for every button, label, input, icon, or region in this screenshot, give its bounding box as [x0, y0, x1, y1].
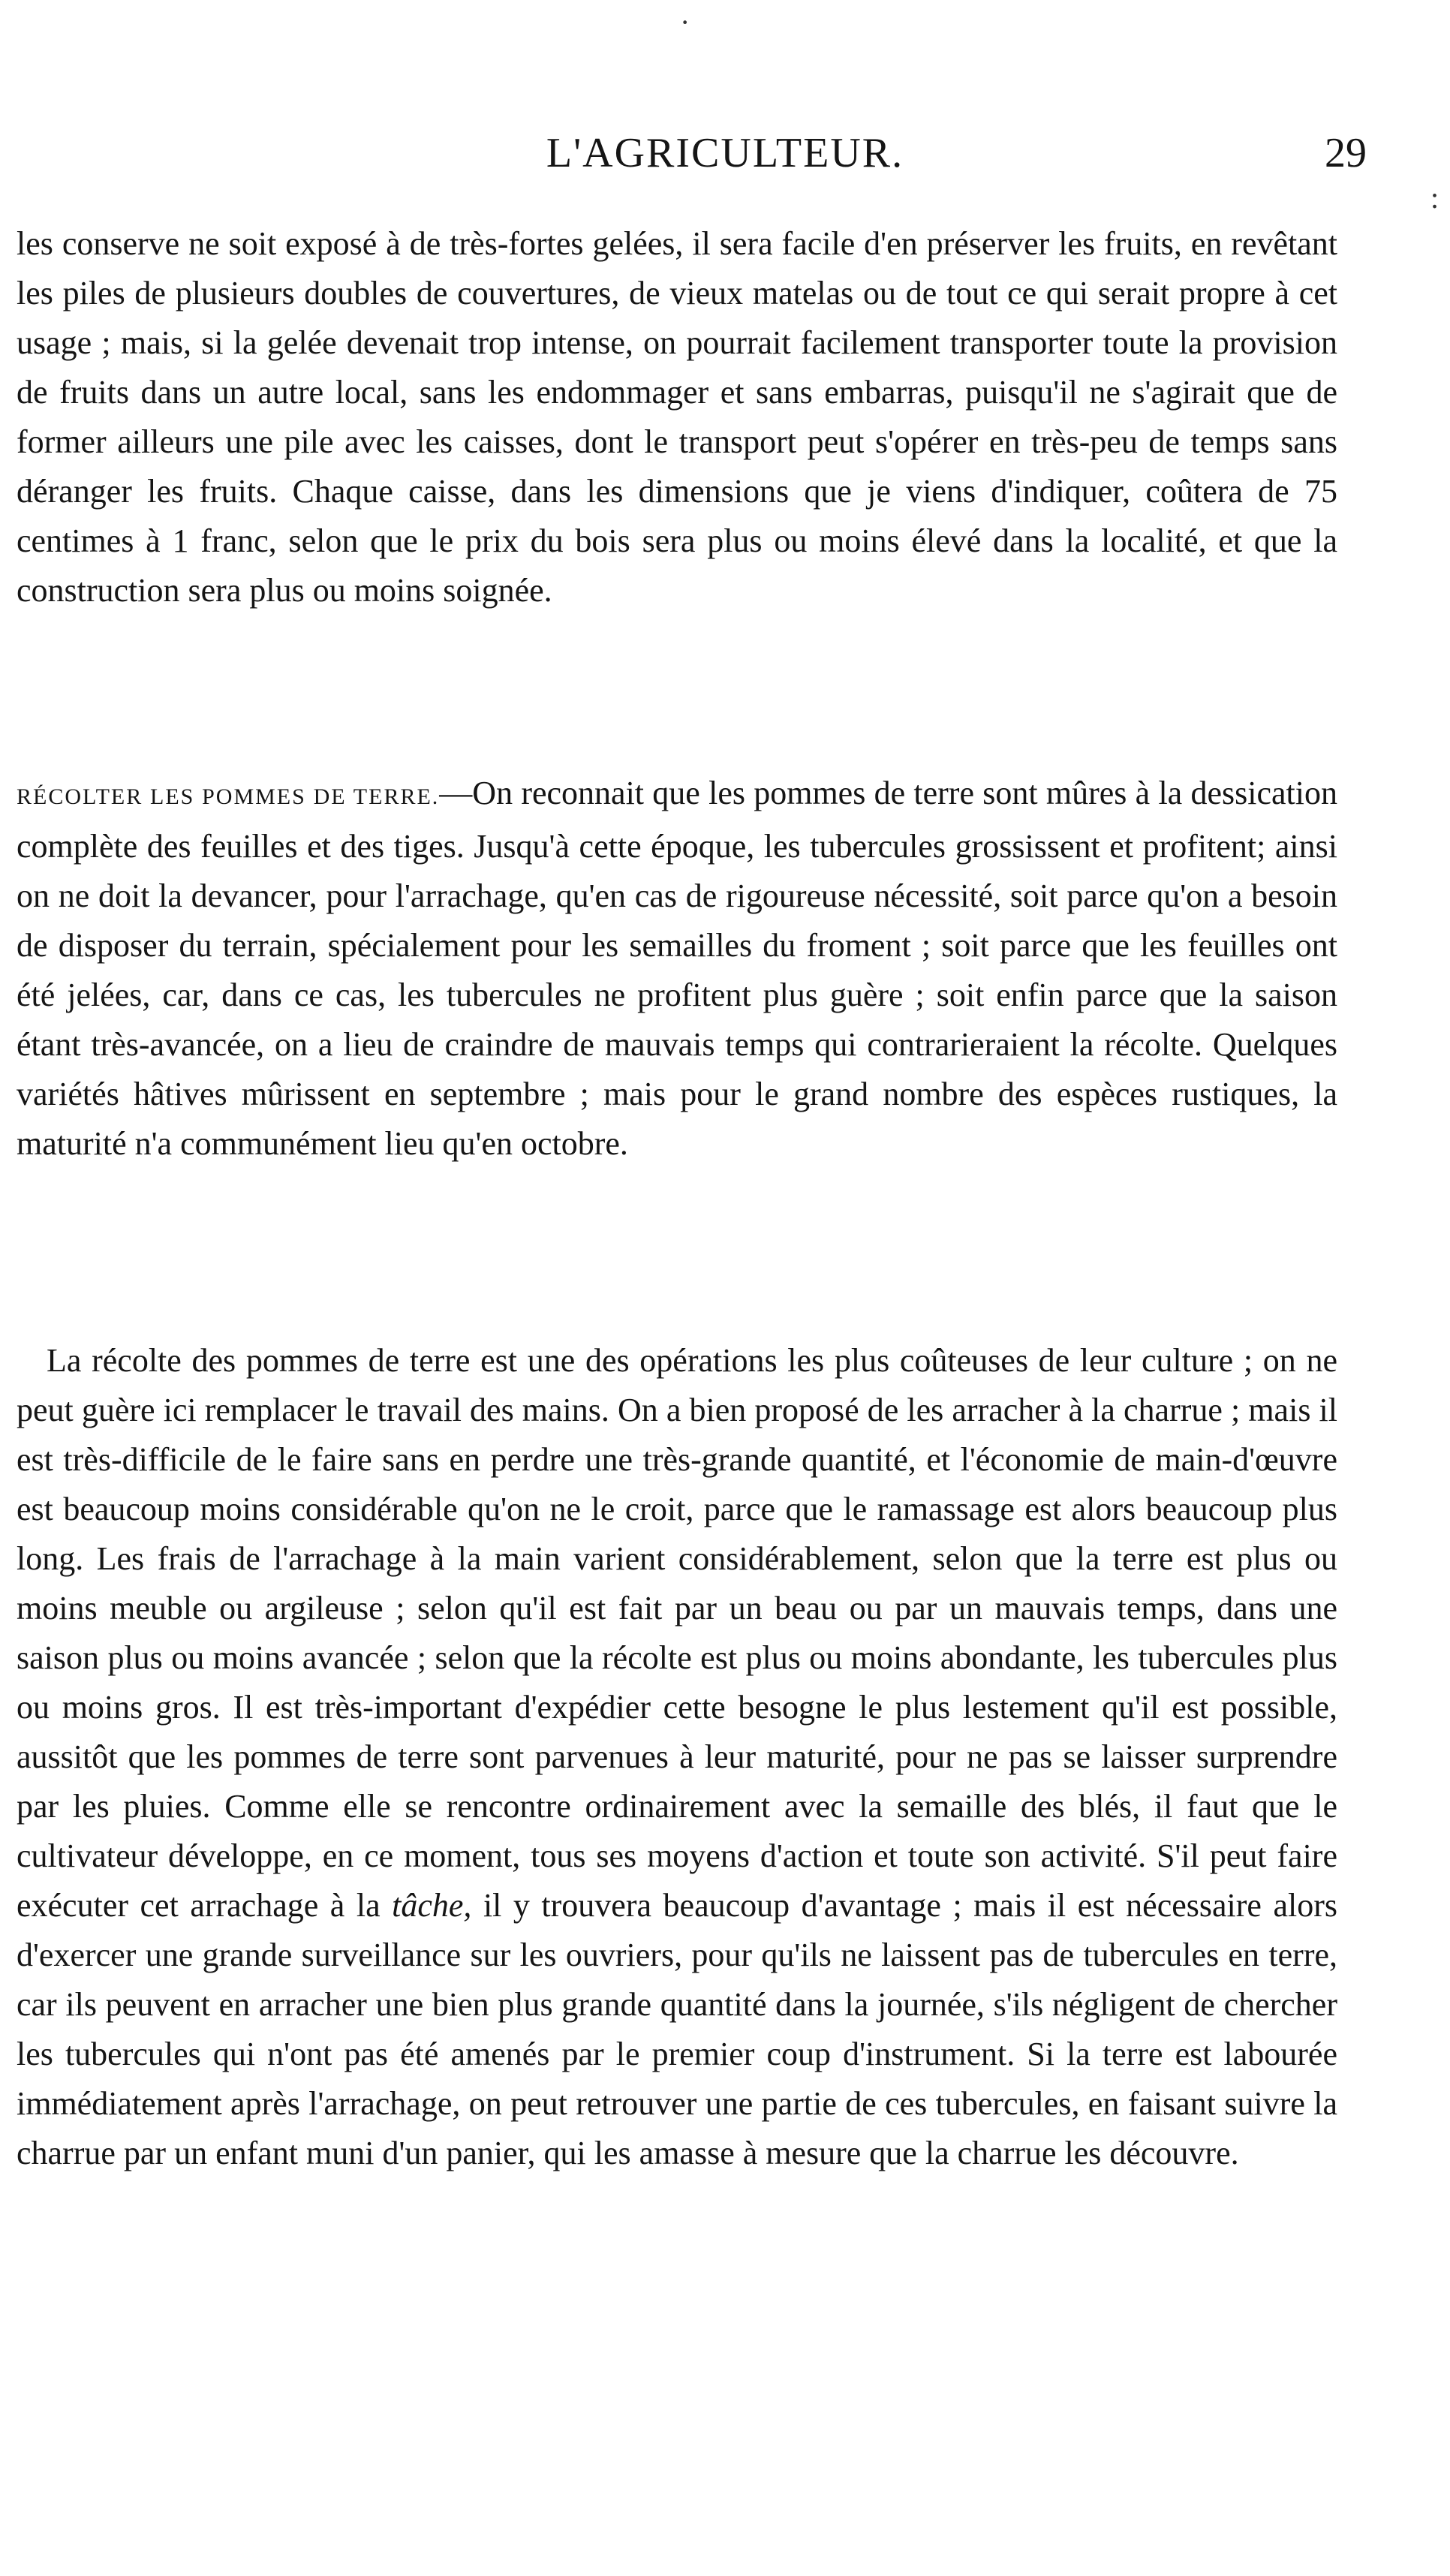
paragraph-text: les conserve ne soit exposé à de très-fortes gelées, il sera facile d'en préserver les fruits, en revêtant les piles de plusieurs doubles de couvertures, de vieux matelas ou de tout ce qui serait propre à cet usage ; mais, si la gelée devenait trop intense, on pourrait facilement transporter toute la provision de fruits dans un autre local, sans les endommager et sans embarras, puisqu'il ne s'agirait que de former ailleurs une pile avec les caisses, dont le transport peut s'opérer en très-peu de temps sans déranger les fruits. Chaque caisse, dans les dimensions que je viens d'indiquer, coûtera de 75 centimes à 1 franc, selon que le prix du bois sera plus ou moins élevé dans la localité, et que la construction sera plus ou moins soignée. [17, 225, 1337, 609]
paragraph-text: La récolte des pommes de terre est une des opérations les plus coûteuses de leur culture ; on ne peut guère ici remplacer le travail des mains. On a bien proposé de les arracher à la charrue ; mais il est très-difficile de le faire sans en perdre une très-grande quantité, et l'économie de main-d'œuvre est beaucoup moins considérable qu'on ne le croit, parce que le ramassage est alors beaucoup plus long. Les frais de l'arrachage à la main varient considérablement, selon que la terre est plus ou moins meuble ou argileuse ; selon qu'il est fait par un beau ou par un mauvais temps, dans une saison plus ou moins avancée ; selon que la récolte est plus ou moins abondante, les tubercules plus ou moins gros. Il est très-important d'expédier cette besogne le plus lestement qu'il est possible, aussitôt que les pommes de terre sont parvenues à leur maturité, pour ne pas se laisser surprendre par les pluies. Comme elle se rencontre ordinairement avec la semaille des blés, il faut que le cultivateur développe, en ce moment, tous ses moyens d'action et toute son activité. S'il peut faire exécuter cet arrachage à la [17, 1342, 1337, 1924]
paragraph-text-continued: il y trouvera beaucoup d'avantage ; mais il est nécessaire alors d'exercer une grande surveillance sur les ouvriers, pour qu'ils ne laissent pas de tubercules en terre, car ils peuvent en arracher une bien plus grande quantité dans la journée, s'ils négligent de chercher les tubercules qui n'ont pas été amenés par le premier coup d'instrument. Si la terre est labourée immédiatement après l'arrachage, on peut retrouver une partie de ces tubercules, en faisant suivre la charrue par un enfant muni d'un panier, qui les amasse à mesure que la charrue les découvre. [17, 1887, 1337, 2171]
section-heading: RÉCOLTER LES POMMES DE TERRE. [17, 784, 440, 809]
margin-colon: : [1430, 181, 1439, 215]
italic-term: tâche, [392, 1887, 472, 1924]
margin-dot: · [680, 5, 690, 39]
running-header-title: L'AGRICULTEUR. [546, 130, 904, 176]
page-number: 29 [1325, 130, 1367, 176]
paragraph-potato-harvest-timing [17, 769, 1337, 1169]
paragraph-fruit-storage [17, 219, 1337, 615]
paragraph-potato-harvest-method [17, 1336, 1337, 2178]
paragraph-text: —On reconnait que les pommes de terre sont mûres à la dessication complète des feuilles et des tiges. Jusqu'à cette époque, les tubercules grossissent et profitent; ainsi on ne doit la devancer, pour l'arrachage, qu'en cas de rigoureuse nécessité, soit parce qu'on a besoin de disposer du terrain, spécialement pour les semailles du froment ; soit parce que les feuilles ont été jelées, car, dans ce cas, les tubercules ne profitent plus guère ; soit enfin parce que la saison étant très-avancée, on a lieu de craindre de mauvais temps qui contrarieraient la récolte. Quelques variétés hâtives mûrissent en septembre ; mais pour le grand nombre des espèces rustiques, la maturité n'a communément lieu qu'en octobre. [17, 775, 1337, 1162]
